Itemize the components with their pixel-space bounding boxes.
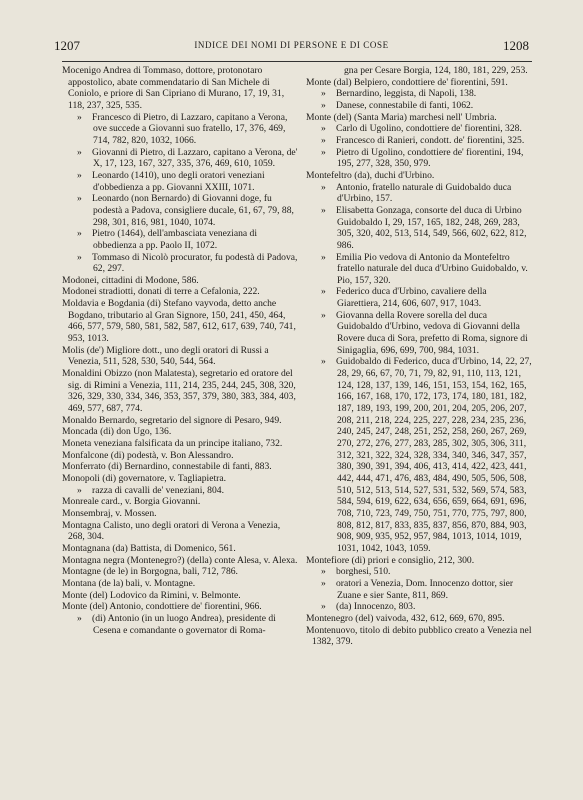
ditto-mark: » bbox=[77, 484, 82, 496]
index-entry bbox=[62, 461, 298, 473]
entry-text: Molis (de') Migliore dott., uno degli oratori di Russi a Venezia, 511, 528, 530, 540, 544, 564. bbox=[62, 344, 269, 368]
ditto-mark: » bbox=[321, 146, 326, 158]
entry-text: Monreale card., v. Borgia Giovanni. bbox=[62, 496, 201, 508]
ditto-mark: » bbox=[321, 566, 326, 578]
index-entry bbox=[306, 88, 532, 100]
index-entry bbox=[306, 205, 532, 252]
index-entry bbox=[62, 415, 298, 427]
index-entry bbox=[306, 77, 532, 89]
ditto-mark: » bbox=[77, 111, 82, 123]
entry-text: Monsembraj, v. Mossen. bbox=[62, 507, 157, 519]
index-entry bbox=[62, 473, 298, 485]
entry-text: Monaldini Obizzo (non Malatesta), segretario ed oratore del sig. di Rimini a Venezia, 111, 214, 235, 244, 245, 308, 320, 326, 329, 330, 334, 346, 353, 357, 379, 380, 383, 384, 403, 469, 577, 687, 774. bbox=[62, 368, 296, 415]
index-entry bbox=[62, 65, 298, 112]
entry-text: Montenegro (del) vaivoda, 432, 612, 669, 670, 895. bbox=[306, 612, 505, 624]
index-entry bbox=[306, 123, 532, 135]
entry-text: Tommaso di Nicolò procurator, fu podestà di Padova, 62, 297. bbox=[92, 251, 298, 275]
entry-text: Leonardo (non Bernardo) di Giovanni doge, fu podestà a Padova, consigliere ducale, 61, 67, 79, 88, 298, 301, 816, 981, 1040, 1074. bbox=[92, 193, 294, 228]
entry-text: Francesco di Ranieri, condott. de' fiorentini, 325. bbox=[336, 134, 525, 146]
index-entry bbox=[306, 182, 532, 205]
ditto-mark: » bbox=[321, 204, 326, 216]
entry-text: Giovanni di Pietro, di Lazzaro, capitano a Verona, de' X, 17, 123, 167, 327, 335, 376, 469, 610, 1059. bbox=[92, 146, 298, 170]
running-title: INDICE DEI NOMI DI PERSONE E DI COSE bbox=[194, 40, 389, 50]
index-entry bbox=[62, 566, 298, 578]
entry-text: Elisabetta Gonzaga, consorte del duca di Urbino Guidobaldo I, 29, 157, 165, 182, 248, 269, 283, 305, 320, 402, 513, 514, 549, 566, 602, 622, 812, 986. bbox=[336, 204, 527, 251]
entry-text: Emilia Pio vedova di Antonio da Montefeltro fratello naturale del duca d'Urbino Guidobaldo, v. Pio, 157, 320. bbox=[336, 251, 528, 286]
header-rule bbox=[62, 61, 532, 62]
entry-text: Francesco di Pietro, di Lazzaro, capitano a Verona, ove succede a Giovanni suo fratello, 17, 376, 469, 714, 782, 820, 1032, 1066. bbox=[92, 111, 288, 146]
index-entry bbox=[62, 275, 298, 287]
index-entry bbox=[306, 65, 532, 77]
entry-text: Moncada (di) don Ugo, 136. bbox=[62, 426, 172, 438]
index-entry bbox=[62, 193, 298, 228]
index-entry bbox=[62, 601, 298, 613]
index-entry bbox=[62, 555, 298, 567]
left-column bbox=[62, 65, 298, 636]
ditto-mark: » bbox=[77, 228, 82, 240]
index-entry bbox=[62, 543, 298, 555]
index-entry bbox=[306, 566, 532, 578]
ditto-mark: » bbox=[77, 146, 82, 158]
entry-text: Monfalcone (di) podestà, v. Bon Alessandro. bbox=[62, 449, 234, 461]
index-entry bbox=[306, 286, 532, 309]
entry-text: Danese, connestabile di fanti, 1062. bbox=[336, 99, 474, 111]
index-entry bbox=[62, 345, 298, 368]
index-entry bbox=[62, 368, 298, 415]
entry-text: gna per Cesare Borgia, 124, 180, 181, 229, 253. bbox=[344, 65, 528, 76]
index-entry bbox=[306, 170, 532, 182]
entry-text: Montefiore (di) priori e consiglio, 212, 300. bbox=[306, 554, 475, 566]
page-number-right: 1208 bbox=[503, 38, 529, 53]
index-entry bbox=[306, 310, 532, 357]
entry-text: Antonio, fratello naturale di Guidobaldo duca d'Urbino, 157. bbox=[336, 181, 512, 205]
entry-text: Montenuovo, titolo di debito pubblico creato a Venezia nel 1382, 379. bbox=[306, 624, 532, 648]
index-entry bbox=[62, 578, 298, 590]
index-entry bbox=[62, 252, 298, 275]
right-column bbox=[306, 65, 532, 648]
index-entry bbox=[306, 613, 532, 625]
index-entry bbox=[62, 170, 298, 193]
ditto-mark: » bbox=[321, 577, 326, 589]
entry-text: razza di cavalli de' veneziani, 804. bbox=[92, 484, 224, 496]
entry-text: Bernardino, leggista, di Napoli, 138. bbox=[336, 88, 477, 100]
index-entry bbox=[62, 613, 298, 636]
index-entry bbox=[306, 100, 532, 112]
index-entry bbox=[306, 147, 532, 170]
entry-text: Federico duca d'Urbino, cavaliere della Giarettiera, 214, 606, 607, 917, 1043. bbox=[336, 286, 487, 310]
entry-text: Montagna negra (Montenegro?) (della) conte Alesa, v. Alexa. bbox=[62, 554, 298, 566]
entry-text: oratori a Venezia, Dom. Innocenzo dottor, sier Zuane e sier Sante, 811, 869. bbox=[336, 577, 514, 601]
index-entry bbox=[62, 426, 298, 438]
index-entry bbox=[62, 286, 298, 298]
index-entry bbox=[306, 555, 532, 567]
entry-text: Leonardo (1410), uno degli oratori veneziani d'obbedienza a pp. Giovanni XXIII, 1071. bbox=[92, 169, 265, 193]
entry-text: Pietro di Ugolino, condottiere de' fiorentini, 194, 195, 277, 328, 350, 979. bbox=[336, 146, 524, 170]
entry-text: Monte (del) Lodovico da Rimini, v. Belmonte. bbox=[62, 589, 241, 601]
entry-text: Monte (del) Antonio, condottiere de' fiorentini, 966. bbox=[62, 601, 262, 613]
ditto-mark: » bbox=[321, 286, 326, 298]
entry-text: Monferrato (di) Bernardino, connestabile di fanti, 883. bbox=[62, 461, 272, 473]
index-entry bbox=[306, 601, 532, 613]
ditto-mark: » bbox=[321, 356, 326, 368]
entry-text: Modonei, cittadini di Modone, 586. bbox=[62, 274, 199, 286]
index-entry bbox=[62, 590, 298, 602]
ditto-mark: » bbox=[321, 99, 326, 111]
entry-text: Montagna Calisto, uno degli oratori di Verona a Venezia, 268, 304. bbox=[62, 519, 281, 543]
entry-text: Moldavia e Bogdania (di) Stefano vayvoda, detto anche Bogdano, tributario al Gran Signore, 150, 241, 450, 464, 466, 577, 579, 580, 581, 582, 587, 612, 617, 639, 740, 741, 953, 1013. bbox=[62, 298, 296, 345]
index-entry bbox=[306, 578, 532, 601]
index-entry bbox=[62, 485, 298, 497]
ditto-mark: » bbox=[321, 251, 326, 263]
ditto-mark: » bbox=[321, 181, 326, 193]
index-entry bbox=[306, 135, 532, 147]
entry-text: Montefeltro (da), duchi d'Urbino. bbox=[306, 169, 435, 181]
entry-text: Giovanna della Rovere sorella del duca Guidobaldo d'Urbino, vedova di Giovanni della Rovere duca di Sora, prefetto di Roma, signore di Sinigaglia, 696, 699, 700, 984, 1031. bbox=[336, 309, 528, 356]
index-entry bbox=[62, 438, 298, 450]
entry-text: Carlo di Ugolino, condottiere de' fiorentini, 328. bbox=[336, 123, 522, 135]
entry-text: Monte (dal) Belpiero, condottiere de' fiorentini, 591. bbox=[306, 76, 508, 88]
index-entry bbox=[306, 356, 532, 554]
entry-text: Mocenigo Andrea di Tommaso, dottore, protonotaro appostolico, abate commendatario di San Michele di Coniolo, e priore di San Cipriano di Murano, 17, 19, 31, 118, 237, 325, 535. bbox=[62, 65, 285, 111]
ditto-mark: » bbox=[77, 612, 82, 624]
index-entry bbox=[306, 625, 532, 648]
index-entry bbox=[306, 112, 532, 124]
index-entry bbox=[306, 252, 532, 287]
ditto-mark: » bbox=[77, 251, 82, 263]
entry-text: borghesi, 510. bbox=[336, 566, 391, 578]
index-entry bbox=[62, 520, 298, 543]
index-entry bbox=[62, 508, 298, 520]
entry-text: (di) Antonio (in un luogo Andrea), presidente di Cesena e comandante o governator di Roma- bbox=[92, 612, 276, 636]
entry-text: Moneta veneziana falsificata da un principe italiano, 732. bbox=[62, 438, 283, 449]
entry-text: Pietro (1464), dell'ambasciata veneziana di obbedienza a pp. Paolo II, 1072. bbox=[92, 228, 258, 251]
index-entry bbox=[62, 147, 298, 170]
index-entry bbox=[62, 450, 298, 462]
entry-text: Modonei stradiotti, donati di terre a Cefalonia, 222. bbox=[62, 286, 260, 298]
ditto-mark: » bbox=[321, 134, 326, 146]
entry-text: Montagnana (da) Battista, di Domenico, 561. bbox=[62, 542, 236, 554]
entry-text: Montana (de la) bali, v. Montagne. bbox=[62, 577, 196, 589]
index-entry bbox=[62, 496, 298, 508]
ditto-mark: » bbox=[321, 88, 326, 100]
ditto-mark: » bbox=[321, 123, 326, 135]
page-number-left: 1207 bbox=[54, 38, 80, 53]
entry-text: Monte (del) (Santa Maria) marchesi nell' Umbria. bbox=[306, 111, 497, 123]
page-header bbox=[54, 38, 529, 54]
ditto-mark: » bbox=[321, 309, 326, 321]
ditto-mark: » bbox=[321, 601, 326, 613]
entry-text: Guidobaldo di Federico, duca d'Urbino, 14, 22, 27, 28, 29, 66, 67, 70, 71, 79, 82, 91, 110, 113, 121, 124, 128, 137, 139, 146, 151, 153, 154, 162, 165, 166, 167, 168, 170, 172, 173, 174, 180, 181, 182, 187, 189, 193, 199, 200, 201, 204, 205, 206, 207, 208, 211, 218, 224, 225, 227, 228, 234, 235, 236, 240, 245, 247, 248, 251, 252, 258, 260, 267, 269, 270, 272, 276, 277, 283, 285, 302, 305, 306, 311, 312, 321, 322, 324, 328, 334, 340, 346, 347, 357, 380, 390, 391, 394, 406, 413, 414, 422, 423, 441, 442, 444, 471, 476, 483, 484, 490, 505, 506, 508, 510, 512, 513, 514, 527, 531, 532, 569, 574, 583, 584, 594, 619, 622, 634, 656, 659, 664, 691, 696, 708, 710, 723, 749, 750, 751, 770, 775, 797, 800, 808, 812, 817, 833, 835, 837, 856, 870, 884, 903, 908, 909, 935, 952, 957, 984, 1013, 1014, 1019, 1031, 1042, 1043, 1059. bbox=[336, 356, 532, 554]
index-entry bbox=[62, 112, 298, 147]
index-entry bbox=[62, 298, 298, 345]
entry-text: Monopoli (di) governatore, v. Tagliapietra. bbox=[62, 472, 226, 484]
ditto-mark: » bbox=[77, 169, 82, 181]
index-entry bbox=[62, 228, 298, 251]
ditto-mark: » bbox=[77, 193, 82, 205]
entry-text: Monaldo Bernardo, segretario del signore di Pesaro, 949. bbox=[62, 414, 282, 426]
entry-text: Montagne (de le) in Borgogna, bali, 712, 786. bbox=[62, 566, 238, 578]
entry-text: (da) Innocenzo, 803. bbox=[336, 601, 416, 613]
